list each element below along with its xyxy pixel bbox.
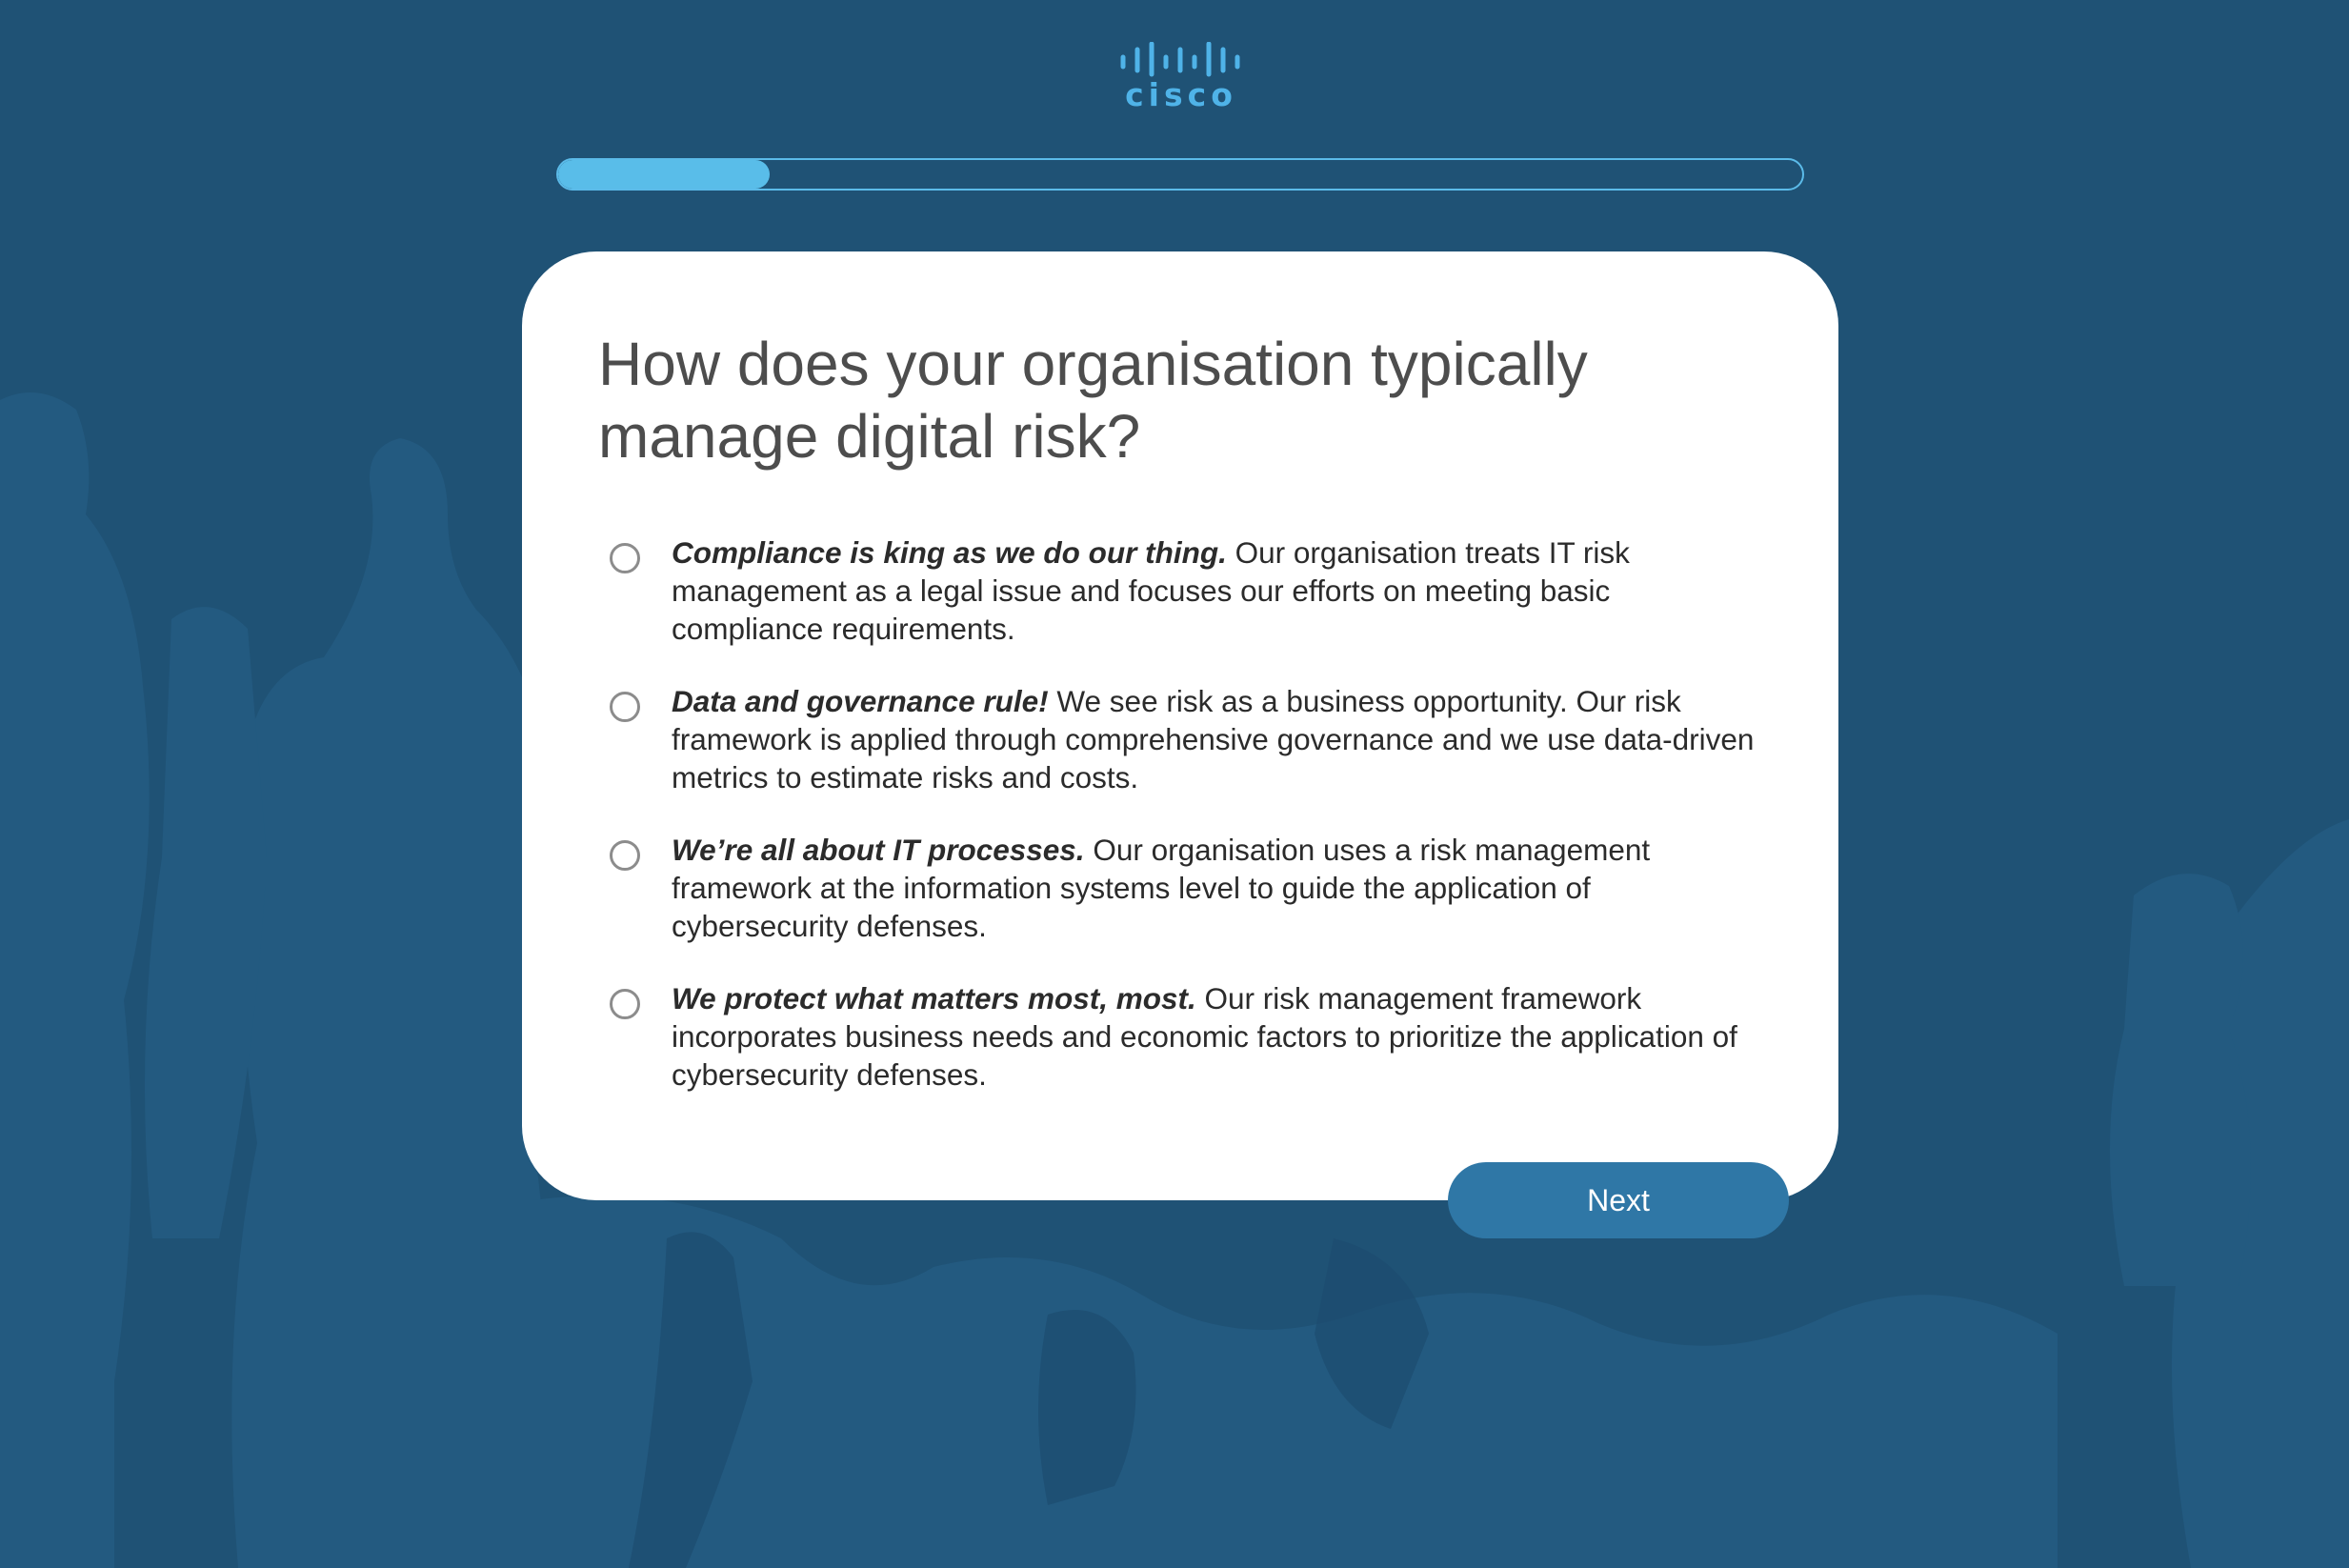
option-data-governance[interactable] xyxy=(598,682,1762,796)
option-lead: We’re all about IT processes. xyxy=(672,833,1085,867)
cisco-wordmark: cisco xyxy=(1125,76,1237,113)
radio-button[interactable] xyxy=(610,840,640,871)
option-body: Our organisation uses a risk management framework at the information systems level to guide the application of cybersecurity defenses. xyxy=(672,833,1651,943)
option-body: We see risk as a business opportunity. Our risk framework is applied through comprehensive governance and we use data-driven metrics to estimate risks and costs. xyxy=(672,684,1755,794)
cisco-logo xyxy=(1114,42,1248,114)
radio-button[interactable] xyxy=(610,692,640,722)
option-text xyxy=(672,533,1757,648)
option-text xyxy=(672,682,1757,796)
option-it-processes[interactable] xyxy=(598,831,1762,945)
option-lead: Compliance is king as we do our thing. xyxy=(672,535,1227,570)
next-button[interactable]: Next xyxy=(1448,1162,1789,1238)
progress-fill xyxy=(558,160,770,189)
answer-options xyxy=(598,533,1762,1094)
question-card xyxy=(522,251,1838,1200)
radio-button[interactable] xyxy=(610,543,640,573)
option-lead: Data and governance rule! xyxy=(672,684,1049,718)
option-lead: We protect what matters most, most. xyxy=(672,981,1196,1015)
option-text xyxy=(672,831,1757,945)
option-text xyxy=(672,979,1757,1094)
cisco-bars-icon xyxy=(1118,42,1242,78)
option-body: Our risk management framework incorporates business needs and economic factors to prioritize the application of cybersecurity defenses. xyxy=(672,981,1737,1092)
option-compliance[interactable] xyxy=(598,533,1762,648)
question-title: How does your organisation typically manage digital risk? xyxy=(598,330,1588,471)
progress-bar xyxy=(556,158,1804,191)
option-protect-what-matters[interactable] xyxy=(598,979,1762,1094)
option-body: Our organisation treats IT risk management as a legal issue and focuses our efforts on meeting basic compliance requirements. xyxy=(672,535,1630,646)
radio-button[interactable] xyxy=(610,989,640,1019)
